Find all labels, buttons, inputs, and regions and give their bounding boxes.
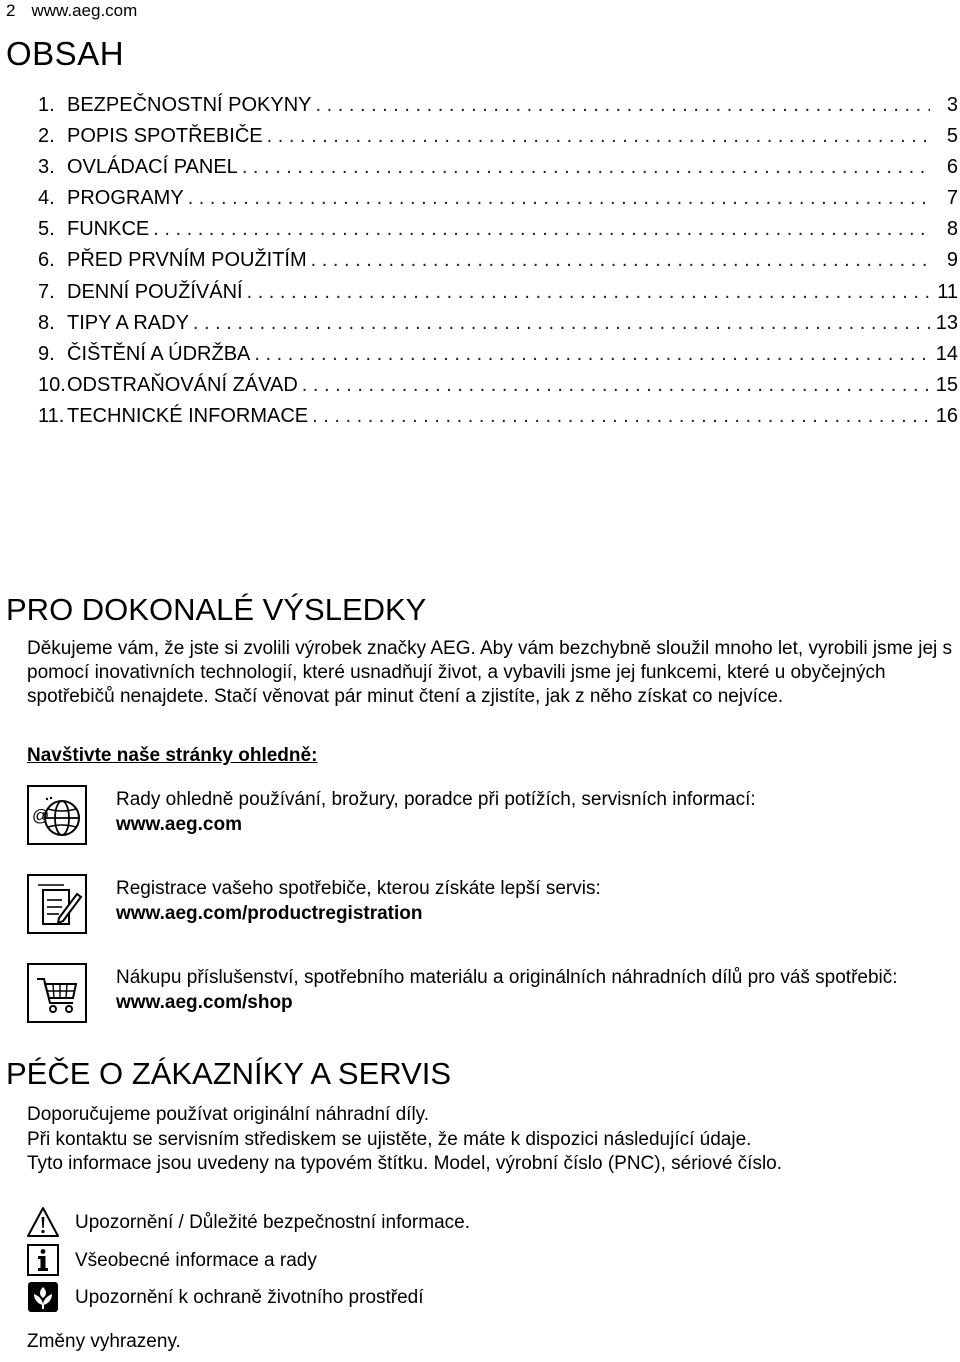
toc-item[interactable] <box>38 187 960 218</box>
care-line: Tyto informace jsou uvedeny na typovém štítku. Model, výrobní číslo (PNC), sériové číslo. <box>27 1153 783 1174</box>
page-number: 2 <box>6 1 16 20</box>
toc-item-page: 11 <box>937 280 958 303</box>
toc-item-page: 9 <box>946 249 958 272</box>
toc-item-number: 9. <box>38 342 55 365</box>
toc-leader-dots <box>316 94 931 117</box>
toc-leader-dots <box>267 125 930 148</box>
toc-item[interactable] <box>38 281 960 312</box>
results-heading: PRO DOKONALÉ VÝSLEDKY <box>6 592 427 627</box>
table-of-contents <box>38 94 960 436</box>
link-text <box>116 787 956 837</box>
toc-item-number: 7. <box>38 280 55 303</box>
web-globe-icon <box>27 785 87 845</box>
care-line: Doporučujeme používat originální náhradní díly. <box>27 1104 430 1125</box>
visit-label: Navštivte naše stránky ohledně: <box>27 745 318 766</box>
toc-item-title: PŘED PRVNÍM POUŽITÍM <box>67 249 307 272</box>
warning-triangle-icon <box>27 1206 59 1238</box>
toc-leader-dots <box>254 343 929 366</box>
toc-item-title: TIPY A RADY <box>67 311 189 334</box>
toc-leader-dots <box>188 187 930 210</box>
toc-item-title: PROGRAMY <box>67 187 184 210</box>
toc-item-page: 5 <box>946 125 958 148</box>
toc-item-number: 6. <box>38 249 55 272</box>
care-heading: PÉČE O ZÁKAZNÍKY A SERVIS <box>6 1056 452 1091</box>
link-description: Nákupu příslušenství, spotřebního materiálu a originálních náhradních dílů pro váš spotřebič: <box>116 967 898 988</box>
toc-item-page: 16 <box>935 404 958 427</box>
toc-leader-dots <box>312 405 930 428</box>
toc-heading: OBSAH <box>6 35 125 72</box>
toc-item-title: TECHNICKÉ INFORMACE <box>67 404 309 427</box>
toc-leader-dots <box>311 249 930 272</box>
toc-item-title: BEZPEČNOSTNÍ POKYNY <box>67 94 312 116</box>
toc-item[interactable] <box>38 218 960 249</box>
toc-item-title: FUNKCE <box>67 218 150 241</box>
svg-text:@: @ <box>32 806 50 825</box>
link-url[interactable]: www.aeg.com/productregistration <box>116 903 423 924</box>
info-icon <box>27 1244 59 1276</box>
toc-item-number: 3. <box>38 156 55 179</box>
toc-item-number: 1. <box>38 94 55 116</box>
toc-item[interactable] <box>38 156 960 187</box>
toc-item-number: 8. <box>38 311 55 334</box>
toc-item[interactable] <box>38 312 960 343</box>
link-description: Registrace vašeho spotřebiče, kterou získáte lepší servis: <box>116 878 601 899</box>
toc-item[interactable] <box>38 374 960 405</box>
toc-item-page: 13 <box>935 311 958 334</box>
toc-item[interactable] <box>38 125 960 156</box>
toc-item-title: ČIŠTĚNÍ A ÚDRŽBA <box>67 342 251 365</box>
toc-item[interactable] <box>38 405 960 436</box>
toc-item-number: 11. <box>38 404 65 427</box>
toc-leader-dots <box>242 156 930 179</box>
toc-item[interactable] <box>38 249 960 280</box>
legend-text: Všeobecné informace a rady <box>75 1249 317 1271</box>
toc-item-title: ODSTRAŇOVÁNÍ ZÁVAD <box>67 373 298 396</box>
toc-item[interactable] <box>38 94 960 125</box>
toc-leader-dots <box>302 374 930 397</box>
page-header <box>6 1 137 21</box>
registration-form-icon <box>27 874 87 934</box>
legend-text: Upozornění k ochraně životního prostředí <box>75 1287 424 1308</box>
toc-item-page: 8 <box>946 218 958 241</box>
toc-leader-dots <box>153 218 930 241</box>
toc-leader-dots <box>247 281 930 304</box>
header-site[interactable]: www.aeg.com <box>31 1 138 20</box>
legend-item-info <box>27 1244 827 1282</box>
footer-note: Změny vyhrazeny. <box>27 1331 181 1352</box>
toc-item-number: 10. <box>38 373 66 396</box>
link-text <box>116 876 956 926</box>
legend-text: Upozornění / Důležité bezpečnostní informace. <box>75 1212 470 1233</box>
toc-leader-dots <box>193 312 930 335</box>
toc-item-title: OVLÁDACÍ PANEL <box>67 156 238 179</box>
toc-item-page: 15 <box>935 373 958 396</box>
link-url[interactable]: www.aeg.com <box>116 814 242 835</box>
link-url[interactable]: www.aeg.com/shop <box>116 992 293 1013</box>
toc-item-title: DENNÍ POUŽÍVÁNÍ <box>67 280 243 303</box>
symbol-legend <box>27 1206 827 1319</box>
legend-item-warning <box>27 1206 827 1244</box>
legend-item-environment <box>27 1281 827 1319</box>
intro-paragraph: Děkujeme vám, že jste si zvolili výrobek značky AEG. Aby vám bezchybně sloužil mnoho let, vyrobili jsme jej s pomocí inovativních technologií, které usnadňují život, a vybavili jsme jej funkcemi, které u obyčejných spotřebičů nenajdete. Stačí věnovat pár minut čtení a zjistíte, jak z něho získat co nejvíce. <box>27 638 953 707</box>
care-paragraph <box>27 1103 782 1177</box>
link-description: Rady ohledně používání, brožury, poradce při potížích, servisních informací: <box>116 789 756 810</box>
link-text <box>116 965 956 1015</box>
toc-item-page: 14 <box>935 342 958 365</box>
toc-item-title: POPIS SPOTŘEBIČE <box>67 125 263 148</box>
toc-item-number: 2. <box>38 125 55 148</box>
toc-item-page: 3 <box>946 94 958 116</box>
environment-icon <box>27 1281 59 1313</box>
toc-item-page: 7 <box>946 187 958 210</box>
toc-item[interactable] <box>38 343 960 374</box>
shopping-cart-icon <box>27 963 87 1023</box>
toc-item-page: 6 <box>946 156 958 179</box>
toc-item-number: 4. <box>38 187 55 210</box>
toc-item-number: 5. <box>38 218 55 241</box>
care-line: Při kontaktu se servisním střediskem se ujistěte, že máte k dispozici následující údaje. <box>27 1128 752 1150</box>
